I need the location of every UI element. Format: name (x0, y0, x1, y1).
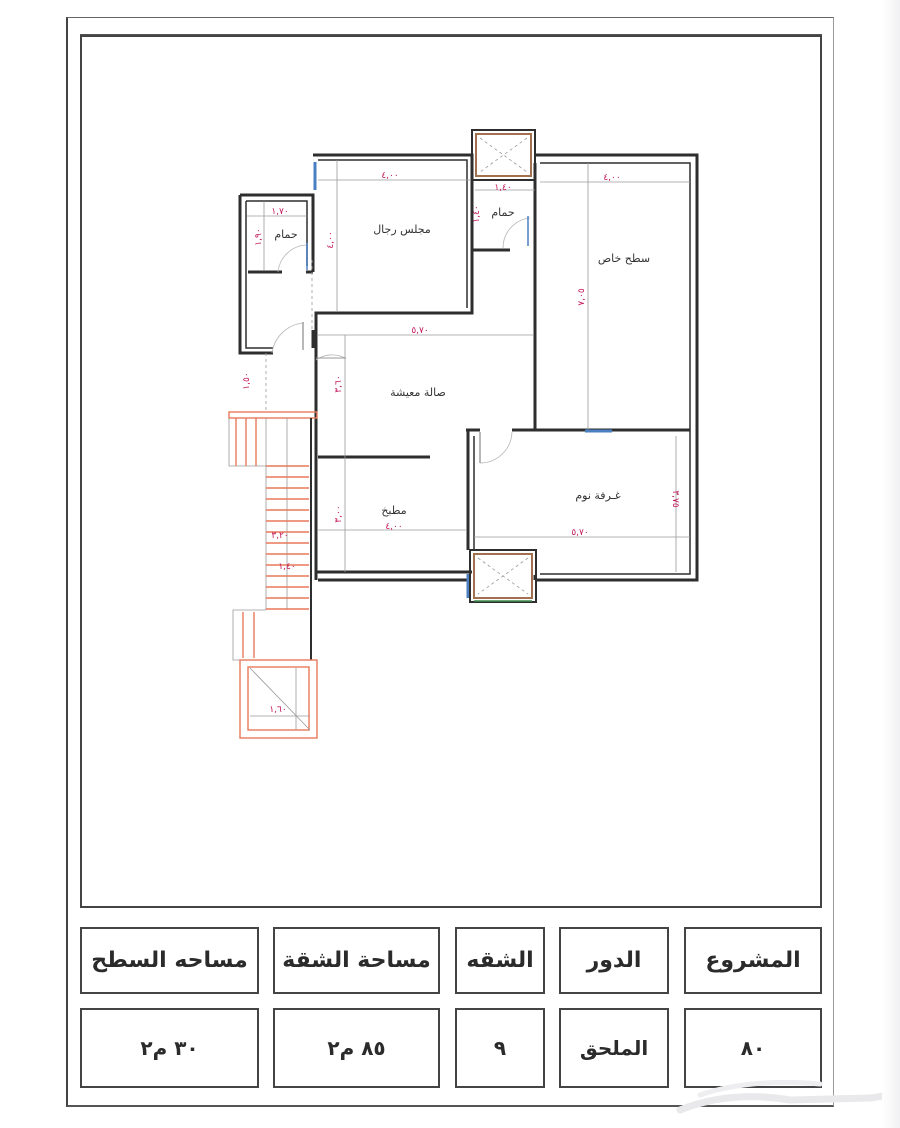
dim-majlis-depth: ٤,٠٠ (326, 231, 336, 249)
value-apartment-area: ٨٥ م٢ (273, 1008, 440, 1088)
room-label-bath-left: حمام (274, 228, 298, 241)
header-apartment: الشقه (455, 927, 545, 994)
room-labels (274, 206, 650, 517)
room-label-kitchen: مطبخ (381, 504, 407, 517)
dim-kitchen-width: ٤,٠٠ (385, 522, 403, 532)
value-floor: الملحق (559, 1008, 669, 1088)
room-label-bedroom: غـرفة نوم (575, 489, 621, 502)
value-apartment: ٩ (455, 1008, 545, 1088)
exterior-walls (240, 155, 697, 580)
room-label-private-roof: سطح خاص (597, 252, 651, 265)
room-label-living: صالة معيشة (390, 386, 446, 399)
dim-stair-length: ٣,٢٠ (271, 531, 289, 541)
dim-bath-left-depth: ١,٩٠ (254, 228, 264, 246)
dim-bath-right-depth: ١,٤٠ (472, 205, 482, 223)
header-roof-area: مساحه السطح (80, 927, 259, 994)
watermark-logo (670, 1070, 900, 1120)
value-project: ٨٠ (684, 1008, 822, 1088)
vent-shaft-bottom (470, 550, 536, 602)
dim-living-depth: ٣,٦٠ (334, 375, 344, 393)
dim-corridor-width: ١,٥٠ (242, 372, 252, 390)
header-floor: الدور (559, 927, 669, 994)
dim-bedroom-width: ٥,٧٠ (571, 528, 589, 538)
dim-bedroom-depth: ٣,٧٥ (670, 490, 680, 508)
room-label-bath-right: حمام (491, 206, 515, 219)
dim-bath-left-width: ١,٧٠ (271, 207, 289, 217)
staircase (229, 412, 317, 738)
dim-shaft: ١,٦٠ (269, 705, 287, 715)
header-project: المشروع (684, 927, 822, 994)
dim-living-width: ٥,٧٠ (411, 326, 429, 336)
dim-roof-depth: ٧,٠٥ (577, 288, 587, 306)
dim-stair-width: ١,٤٠ (278, 562, 296, 572)
dim-kitchen-depth: ٣,٠٠ (334, 505, 344, 523)
scan-edge-shadow (882, 0, 900, 1128)
value-roof-area: ٣٠ م٢ (80, 1008, 259, 1088)
header-apartment-area: مساحة الشقة (273, 927, 440, 994)
room-label-majlis: مجلس رجال (373, 223, 431, 236)
dim-bath-right-width: ١,٤٠ (494, 183, 512, 193)
dim-majlis-width: ٤,٠٠ (381, 171, 399, 181)
vent-shaft-top (472, 130, 535, 180)
windows (315, 162, 612, 598)
dim-roof-width: ٤,٠٠ (603, 173, 621, 183)
